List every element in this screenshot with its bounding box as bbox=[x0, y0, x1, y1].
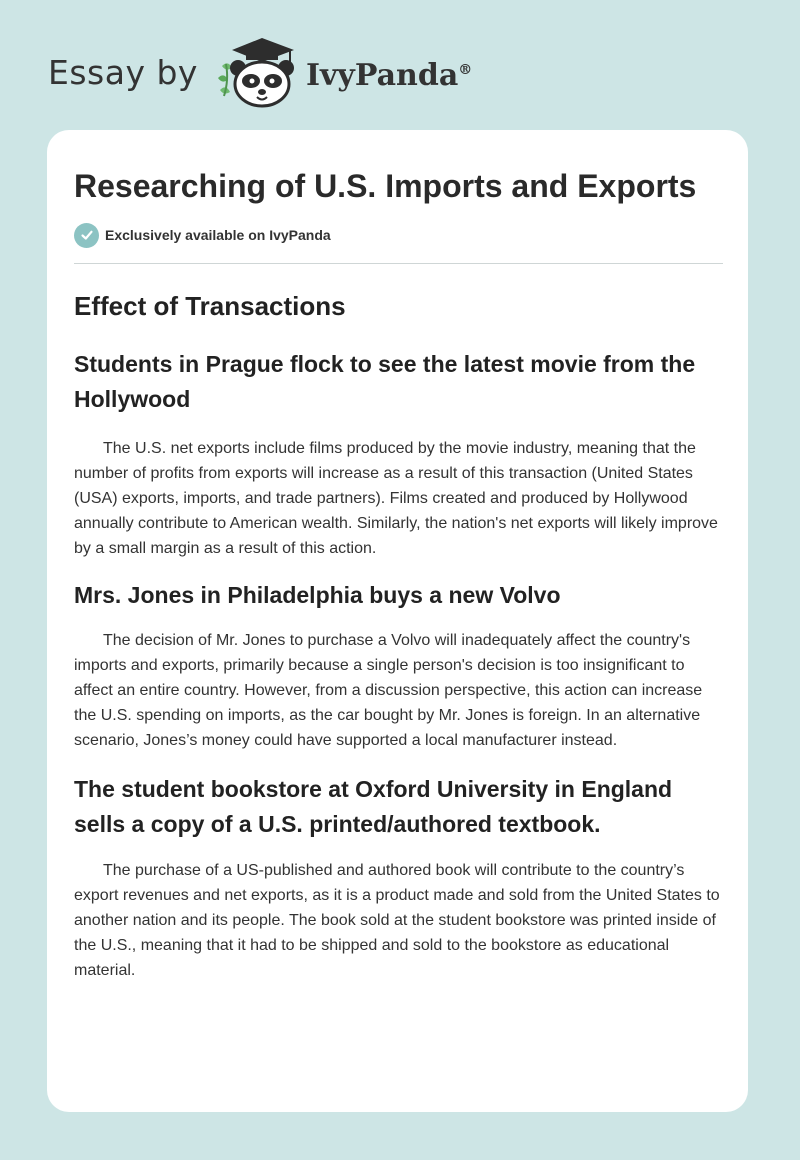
brand-header[interactable] bbox=[48, 36, 472, 108]
subsection-paragraph: The U.S. net exports include films produced by the movie industry, meaning that the number of profits from exports will increase as a result of this transaction (United States (USA) exports, imports, and trade partners). Films created and produced by Hollywood annually contribute to American wealth. Similarly, the nation's net exports will likely improve by a small margin as a result of this action. bbox=[74, 440, 718, 557]
subsection-heading: Mrs. Jones in Philadelphia buys a new Volvo bbox=[74, 582, 561, 608]
check-circle-icon bbox=[74, 223, 99, 248]
divider bbox=[74, 263, 723, 264]
essay-title: Researching of U.S. Imports and Exports bbox=[74, 168, 697, 204]
section-title: Effect of Transactions bbox=[74, 291, 346, 321]
essay-card bbox=[47, 130, 748, 1112]
subsection-paragraph: The purchase of a US-published and authored book will contribute to the country’s export revenues and net exports, as it is a product made and sold from the United States to another nation and its people. The book sold at the student bookstore was printed inside of the U.S., meaning that it had to be shipped and sold to the bookstore as educational material. bbox=[74, 862, 720, 979]
subsection-heading: Students in Prague flock to see the latest movie from the Hollywood bbox=[74, 351, 696, 412]
subsection-paragraph: The decision of Mr. Jones to purchase a Volvo will inadequately affect the country's imports and exports, primarily because a single person's decision is too insignificant to affect an entire country. However, from a discussion perspective, this action can increase the U.S. spending on imports, as the car bought by Mr. Jones is foreign. In an alternative scenario, Jones’s money could have supported a local manufacturer instead. bbox=[74, 632, 703, 749]
subsection-heading: The student bookstore at Oxford University in England sells a copy of a U.S. printed/authored textbook. bbox=[74, 776, 673, 837]
panda-graduate-icon bbox=[212, 36, 304, 108]
brand-prefix: Essay by bbox=[48, 52, 198, 92]
brand-name: IvyPanda® bbox=[305, 57, 473, 93]
exclusive-badge bbox=[74, 222, 723, 248]
exclusive-text: Exclusively available on IvyPanda bbox=[105, 227, 331, 243]
